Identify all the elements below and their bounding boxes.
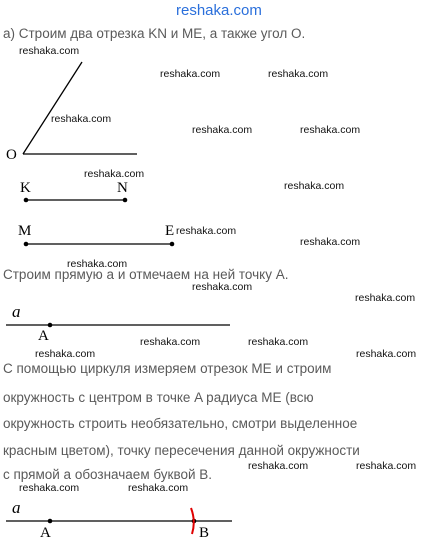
point-m (24, 242, 29, 247)
step-line-a-text: Строим прямую a и отмечаем на ней точку A. (3, 267, 289, 282)
label-point-b: B (199, 525, 210, 541)
label-n: N (117, 180, 128, 196)
watermark: reshaka.com (19, 45, 80, 57)
para-line-1: С помощью циркуля измеряем отрезок ME и строим (3, 361, 332, 376)
watermark: reshaka.com (268, 68, 329, 80)
watermark: reshaka.com (300, 124, 361, 136)
label-point-a-2: A (40, 525, 51, 541)
watermark: reshaka.com (140, 336, 201, 348)
watermark: reshaka.com (192, 281, 253, 293)
watermark: reshaka.com (300, 236, 361, 248)
watermark: reshaka.com (176, 225, 237, 237)
label-e: E (165, 223, 175, 239)
point-a-1 (48, 323, 53, 328)
label-line-a-1: a (12, 302, 21, 321)
label-m: M (18, 223, 32, 239)
watermark: reshaka.com (356, 348, 417, 360)
para-line-5: с прямой a обозначаем буквой B. (3, 467, 213, 482)
watermark: reshaka.com (35, 348, 96, 360)
point-a-2 (48, 519, 53, 524)
watermark: reshaka.com (67, 258, 128, 270)
step-a-text: а) Строим два отрезка KN и ME, а также угол O. (3, 26, 306, 41)
watermark: reshaka.com (356, 460, 417, 472)
watermark: reshaka.com (248, 336, 309, 348)
watermark: reshaka.com (160, 68, 221, 80)
watermark: reshaka.com (248, 460, 309, 472)
label-line-a-2: a (12, 498, 21, 517)
point-e (170, 242, 175, 247)
site-title[interactable]: reshaka.com (176, 2, 262, 19)
label-k: K (20, 180, 31, 196)
watermark: reshaka.com (355, 292, 416, 304)
watermark: reshaka.com (51, 113, 112, 125)
angle-ray-upper (23, 62, 82, 154)
point-n (123, 198, 128, 203)
watermark: reshaka.com (84, 168, 145, 180)
watermark: reshaka.com (128, 482, 189, 494)
point-k (24, 198, 29, 203)
watermark: reshaka.com (19, 482, 80, 494)
watermark: reshaka.com (192, 124, 253, 136)
watermark: reshaka.com (284, 180, 345, 192)
label-o: O (6, 147, 17, 163)
para-line-4: красным цветом), точку пересечения данной окружности (3, 443, 360, 458)
para-line-2: окружность с центром в точке A радиуса ME (всю (3, 390, 314, 405)
para-line-3: окружность строить необязательно, смотри выделенное (3, 416, 358, 431)
label-point-a-1: A (38, 328, 49, 344)
